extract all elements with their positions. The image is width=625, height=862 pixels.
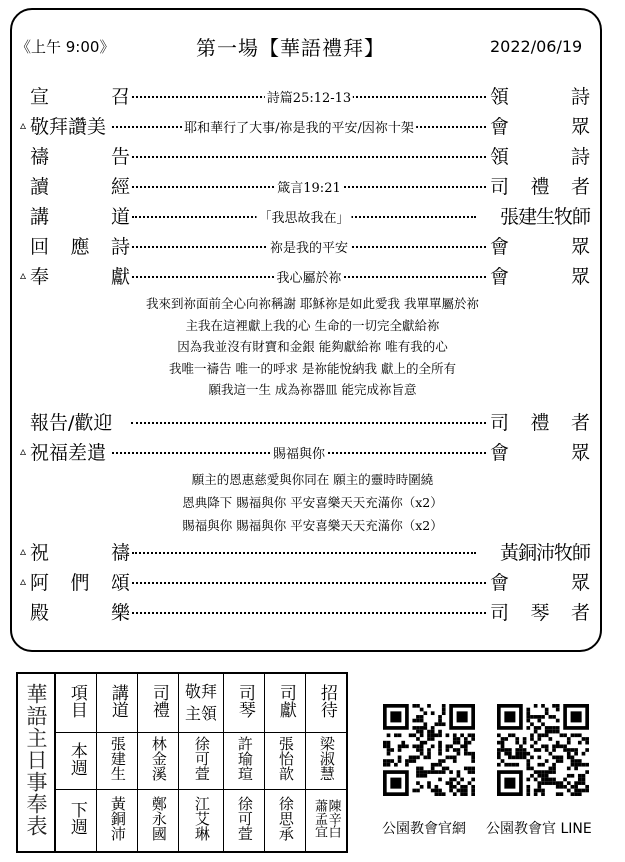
order-row	[20, 232, 590, 258]
order-item-label: 宣 召	[30, 86, 130, 108]
order-row	[20, 82, 590, 108]
order-item-label: 祝福差遣	[30, 442, 107, 464]
order-row	[20, 598, 590, 624]
schedule-header: 司獻	[265, 673, 306, 733]
standing-mark-icon: ▵	[20, 544, 27, 558]
order-item-role: 會 眾	[490, 572, 590, 594]
lyric-line: 願我這一生 成為祢器皿 能完成祢旨意	[208, 382, 417, 397]
schedule-header: 司禮	[138, 673, 179, 733]
schedule-cell: 林金溪	[138, 733, 179, 790]
schedule-cell: 鄭永國	[138, 790, 179, 853]
service-date: 2022/06/19	[490, 37, 583, 56]
order-item-label: 祝 禱	[30, 542, 130, 564]
order-item-role: 司 琴 者	[490, 602, 590, 624]
schedule-cell: 黃銅沛	[97, 790, 138, 853]
dotted-leader	[131, 422, 486, 424]
schedule-cell: 徐可萱	[179, 733, 224, 790]
website-qr-label: 公園教會官網	[382, 821, 466, 837]
dotted-leader	[132, 156, 486, 158]
order-item-content: 箴言19:21	[275, 177, 342, 196]
order-item-role: 會 眾	[490, 116, 590, 138]
order-row	[20, 408, 590, 434]
order-item-role: 領 詩	[490, 86, 590, 108]
order-item-role: 會 眾	[490, 266, 590, 288]
order-item-content: 「我思故我在」	[256, 207, 351, 226]
order-item-content: 祢是我的平安	[268, 237, 350, 256]
blessing-lyrics	[0, 468, 625, 537]
lyric-line: 我來到祢面前全心向祢稱謝 耶穌祢是如此愛我 我單單屬於祢	[146, 296, 479, 311]
order-item-content: 我心屬於祢	[274, 267, 343, 286]
lyric-line: 願主的恩惠慈愛與你同在 願主的靈時時圍繞	[191, 472, 434, 487]
order-item-role: 張建生牧師	[499, 206, 590, 228]
order-row	[20, 262, 590, 288]
service-schedule-table	[16, 672, 348, 853]
schedule-cell: 許瑜瑄	[224, 733, 265, 790]
schedule-header: 招待	[306, 673, 348, 733]
schedule-cell: 張建生	[97, 733, 138, 790]
order-item-label: 講 道	[30, 206, 130, 228]
offering-lyrics	[0, 293, 625, 401]
schedule-header: 講道	[97, 673, 138, 733]
order-item-label: 讀 經	[30, 176, 130, 198]
schedule-cell: 江艾琳	[179, 790, 224, 853]
order-item-label: 回 應 詩	[30, 236, 130, 258]
schedule-header: 敬拜主領	[179, 673, 224, 733]
standing-mark-icon: ▵	[20, 444, 27, 458]
service-time: 《上午 9:00》	[16, 38, 115, 56]
order-item-label: 敬拜讚美	[30, 116, 107, 138]
order-row	[20, 112, 590, 138]
order-item-label: 殿 樂	[30, 602, 130, 624]
order-row	[20, 538, 590, 564]
order-row	[20, 172, 590, 198]
order-row	[20, 202, 590, 228]
standing-mark-icon: ▵	[20, 268, 27, 282]
order-item-content: 賜福與你	[271, 443, 327, 462]
schedule-side-title: 華語主日事奉表	[17, 673, 55, 852]
order-item-role: 會 眾	[490, 442, 590, 464]
page-title: 第一場【華語禮拜】	[196, 36, 385, 60]
lyric-line: 恩典降下 賜福與你 平安喜樂天天充滿你（x2）	[182, 495, 443, 510]
order-item-label: 禱 告	[30, 146, 130, 168]
dotted-leader	[132, 582, 486, 584]
website-qr-code[interactable]	[383, 700, 475, 800]
schedule-header: 項目	[55, 673, 97, 733]
order-item-role: 司 禮 者	[490, 412, 590, 434]
order-item-content: 耶和華行了大事/祢是我的平安/因祢十架	[182, 117, 416, 136]
lyric-line: 我唯一禱告 唯一的呼求 是祢能悅納我 獻上的全所有	[169, 360, 456, 376]
standing-mark-icon: ▵	[20, 118, 27, 132]
standing-mark-icon: ▵	[20, 574, 27, 588]
lyric-line: 主我在這裡獻上我的心 生命的一切完全獻給祢	[185, 317, 440, 333]
order-item-role: 黃銅沛牧師	[499, 542, 590, 564]
order-item-label: 奉 獻	[30, 266, 130, 288]
schedule-cell: 張怡歆	[265, 733, 306, 790]
schedule-cell: 徐可萱	[224, 790, 265, 853]
dotted-leader	[132, 552, 476, 554]
schedule-cell: 梁淑慧	[306, 733, 348, 790]
order-item-role: 司 禮 者	[490, 176, 590, 198]
line-qr-code[interactable]	[497, 700, 589, 800]
order-item-role: 會 眾	[490, 236, 590, 258]
line-qr-label: 公園教會官 LINE	[486, 821, 592, 837]
order-row	[20, 142, 590, 168]
order-item-label: 阿 們 頌	[30, 572, 130, 594]
order-item-content: 詩篇25:12-13	[265, 87, 353, 106]
lyric-line: 因為我並沒有財寶和金銀 能夠獻給祢 唯有我的心	[177, 339, 448, 354]
order-row	[20, 438, 590, 464]
schedule-cell: 陳辛白 蕭孟宜	[306, 790, 348, 853]
dotted-leader	[132, 612, 486, 614]
schedule-cell: 下週	[55, 790, 97, 853]
lyric-line: 賜福與你 賜福與你 平安喜樂天天充滿你（x2）	[182, 518, 443, 533]
order-item-label: 報告/歡迎	[30, 412, 113, 434]
schedule-header: 司琴	[224, 673, 265, 733]
schedule-cell: 本週	[55, 733, 97, 790]
order-row	[20, 568, 590, 594]
order-item-role: 領 詩	[490, 146, 590, 168]
schedule-cell: 徐思承	[265, 790, 306, 853]
